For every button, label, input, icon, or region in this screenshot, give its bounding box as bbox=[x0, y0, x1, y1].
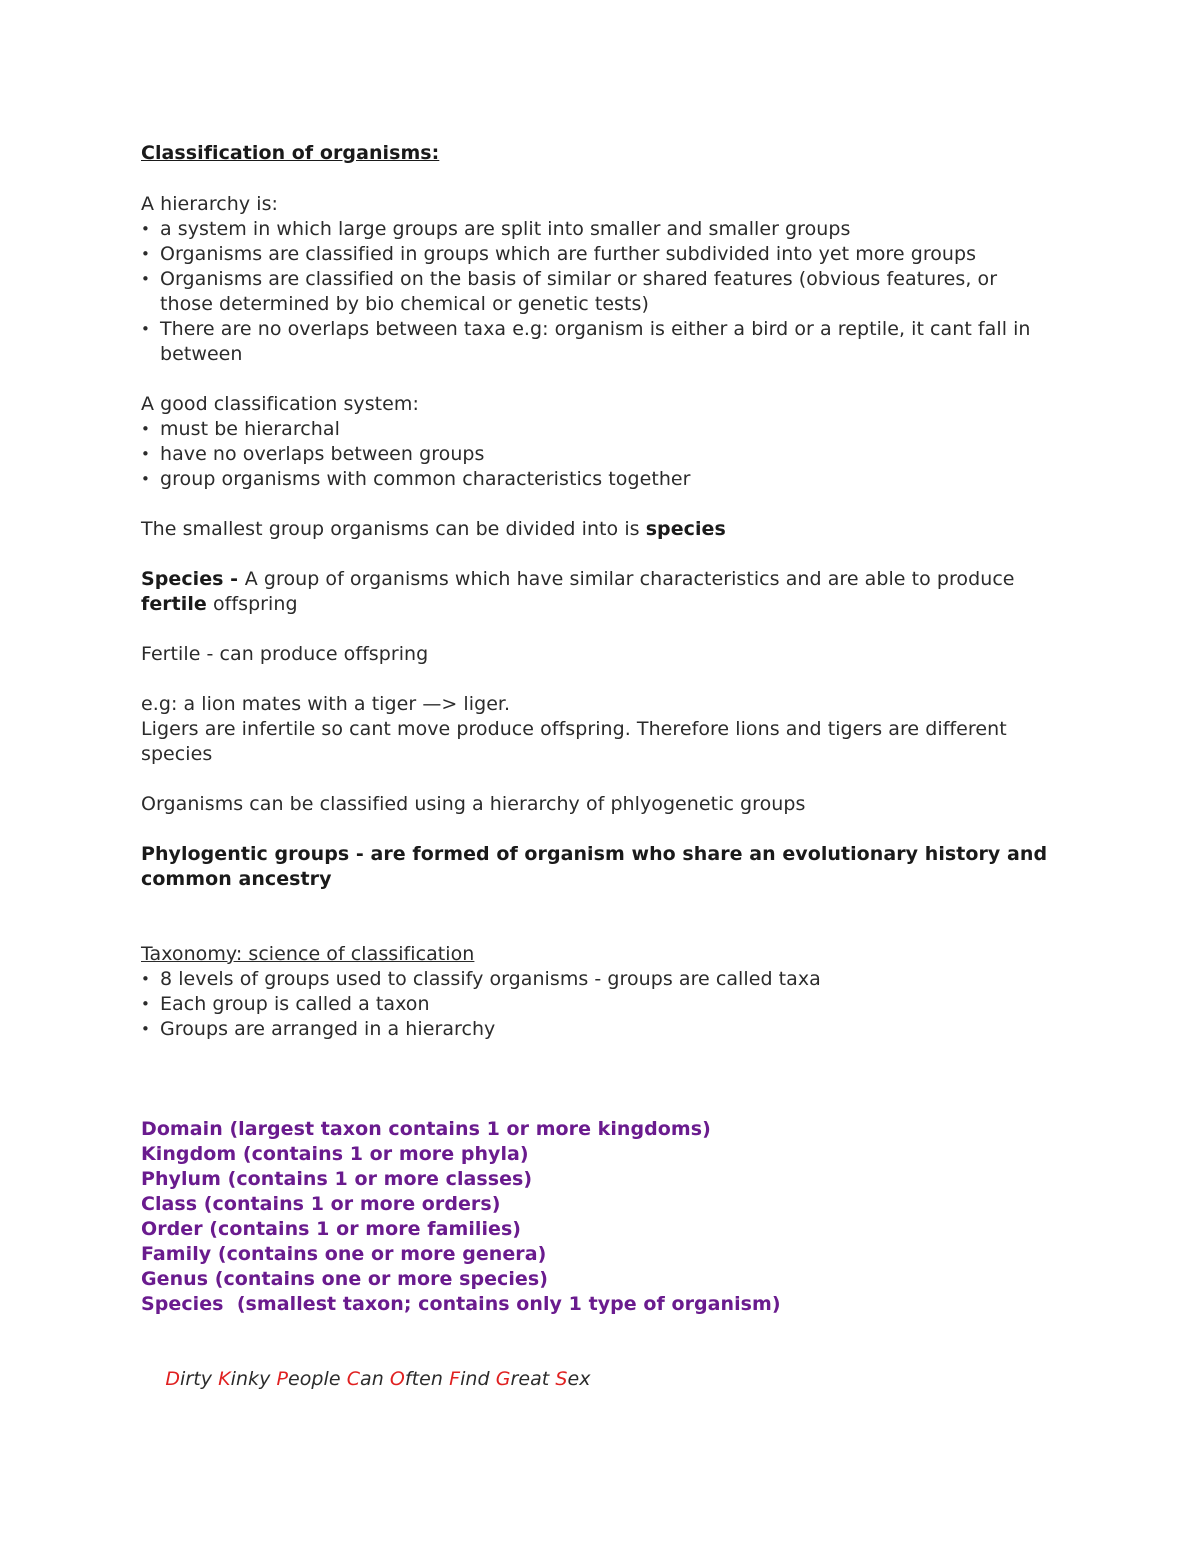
rank-order: Order (contains 1 or more families) bbox=[141, 1218, 522, 1240]
taxonomy-bullet-1: 8 levels of groups used to classify organisms - groups are called taxa bbox=[160, 968, 821, 990]
species-definition-line-1 bbox=[141, 567, 1015, 592]
example-line-3: species bbox=[141, 743, 213, 765]
mnemonic-initial: F bbox=[449, 1368, 461, 1390]
taxonomy-bullet-2: Each group is called a taxon bbox=[160, 993, 430, 1015]
document-title: Classification of organisms: bbox=[141, 142, 440, 164]
mnemonic-initial: D bbox=[165, 1368, 181, 1390]
mnemonic-rest: ften bbox=[404, 1368, 450, 1390]
example-line-2: Ligers are infertile so cant move produce offspring. Therefore lions and tigers are different bbox=[141, 718, 1007, 740]
rank-domain: Domain (largest taxon contains 1 or more kingdoms) bbox=[141, 1118, 711, 1140]
phylogenetic-definition-line-2: common ancestry bbox=[141, 868, 332, 890]
mnemonic-rest: ind bbox=[460, 1368, 496, 1390]
mnemonic-line bbox=[141, 1342, 591, 1417]
mnemonic-initial: O bbox=[389, 1368, 405, 1390]
rank-kingdom: Kingdom (contains 1 or more phyla) bbox=[141, 1143, 529, 1165]
mnemonic-initial: S bbox=[555, 1368, 568, 1390]
rank-genus: Genus (contains one or more species) bbox=[141, 1268, 548, 1290]
bullet-icon: • bbox=[141, 995, 150, 1013]
rank-phylum: Phylum (contains 1 or more classes) bbox=[141, 1168, 533, 1190]
good-system-bullet-1: must be hierarchal bbox=[160, 418, 340, 440]
bullet-icon: • bbox=[141, 445, 150, 463]
mnemonic-rest: reat bbox=[510, 1368, 556, 1390]
species-term: Species - bbox=[141, 568, 245, 590]
good-system-intro: A good classification system: bbox=[141, 393, 419, 415]
mnemonic-initial: K bbox=[218, 1368, 231, 1390]
mnemonic-rest: eople bbox=[288, 1368, 347, 1390]
hierarchy-bullet-1: a system in which large groups are split into smaller and smaller groups bbox=[160, 218, 851, 240]
phylogenetic-definition-line-1: Phylogentic groups - are formed of organism who share an evolutionary history and bbox=[141, 843, 1048, 865]
bullet-icon: • bbox=[141, 320, 150, 338]
mnemonic-rest: irty bbox=[180, 1368, 219, 1390]
hierarchy-bullet-4-line-2: between bbox=[160, 343, 243, 365]
mnemonic-rest: inky bbox=[230, 1368, 277, 1390]
species-definition-line-2 bbox=[141, 592, 298, 617]
bullet-icon: • bbox=[141, 970, 150, 988]
bullet-icon: • bbox=[141, 245, 150, 263]
smallest-group-bold: species bbox=[645, 518, 726, 540]
fertile-term: fertile bbox=[141, 593, 207, 615]
species-definition-end: offspring bbox=[206, 593, 298, 615]
hierarchy-bullet-4-line-1: There are no overlaps between taxa e.g: organism is either a bird or a reptile, it cant fall in bbox=[160, 318, 1031, 340]
rank-family: Family (contains one or more genera) bbox=[141, 1243, 547, 1265]
hierarchy-intro: A hierarchy is: bbox=[141, 193, 278, 215]
good-system-bullet-3: group organisms with common characteristics together bbox=[160, 468, 691, 490]
hierarchy-bullet-3-line-1: Organisms are classified on the basis of similar or shared features (obvious features, or bbox=[160, 268, 998, 290]
bullet-icon: • bbox=[141, 1020, 150, 1038]
fertile-definition: Fertile - can produce offspring bbox=[141, 643, 429, 665]
species-definition-text: A group of organisms which have similar characteristics and are able to produce bbox=[244, 568, 1015, 590]
hierarchy-bullet-2: Organisms are classified in groups which are further subdivided into yet more groups bbox=[160, 243, 977, 265]
smallest-group-text: The smallest group organisms can be divided into is bbox=[141, 518, 646, 540]
bullet-icon: • bbox=[141, 470, 150, 488]
mnemonic-initial: G bbox=[495, 1368, 511, 1390]
mnemonic-rest: an bbox=[360, 1368, 390, 1390]
taxonomy-bullet-3: Groups are arranged in a hierarchy bbox=[160, 1018, 496, 1040]
mnemonic-rest: ex bbox=[567, 1368, 591, 1390]
bullet-icon: • bbox=[141, 270, 150, 288]
bullet-icon: • bbox=[141, 420, 150, 438]
example-line-1: e.g: a lion mates with a tiger —> liger. bbox=[141, 693, 511, 715]
phylogenetic-intro: Organisms can be classified using a hierarchy of phlyogenetic groups bbox=[141, 793, 806, 815]
mnemonic-initial: P bbox=[276, 1368, 289, 1390]
hierarchy-bullet-3-line-2: those determined by bio chemical or genetic tests) bbox=[160, 293, 649, 315]
bullet-icon: • bbox=[141, 220, 150, 238]
rank-class: Class (contains 1 or more orders) bbox=[141, 1193, 501, 1215]
smallest-group-line bbox=[141, 517, 726, 542]
mnemonic-initial: C bbox=[346, 1368, 361, 1390]
rank-species: Species (smallest taxon; contains only 1 type of organism) bbox=[141, 1293, 781, 1315]
good-system-bullet-2: have no overlaps between groups bbox=[160, 443, 485, 465]
taxonomy-heading: Taxonomy: science of classification bbox=[141, 943, 475, 965]
